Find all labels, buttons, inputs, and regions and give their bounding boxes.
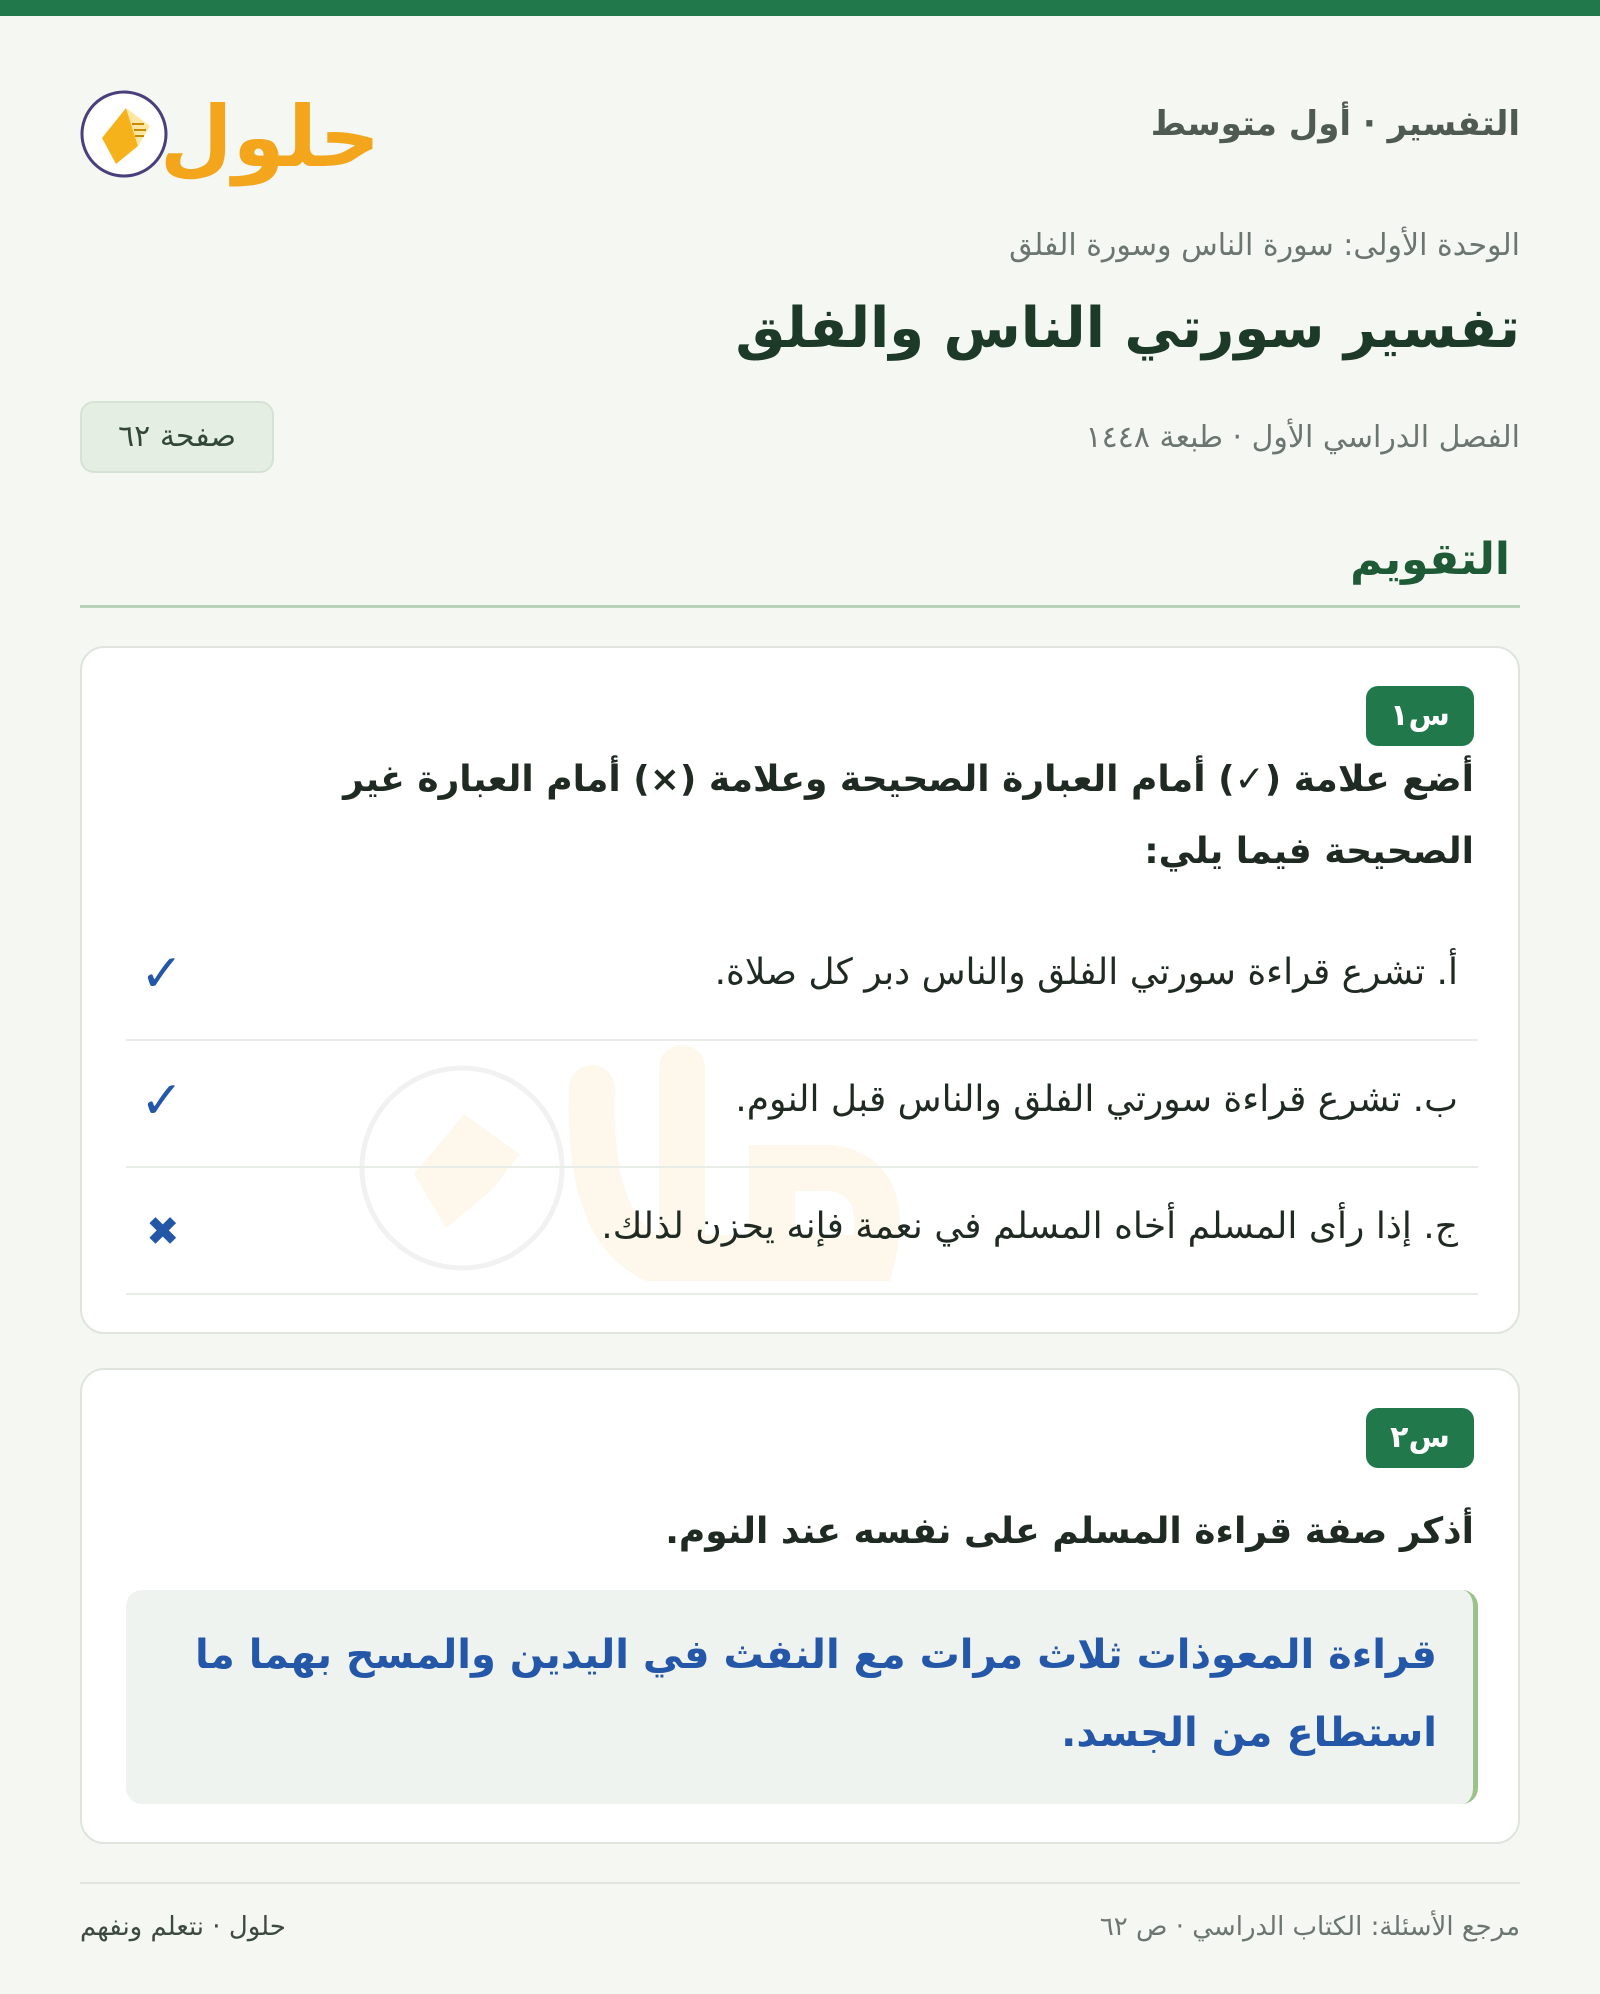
footer-reference: مرجع الأسئلة: الكتاب الدراسي · ص ٦٢ bbox=[1099, 1912, 1520, 1942]
question-number-badge: س١ bbox=[1366, 686, 1474, 746]
list-item bbox=[126, 914, 1478, 1041]
section-title: التقويم bbox=[1350, 534, 1510, 585]
logo-text: حلول bbox=[159, 88, 380, 186]
question-card-1 bbox=[80, 646, 1520, 1334]
check-icon: ✓ bbox=[140, 944, 184, 1004]
statement-text: أ. تشرع قراءة سورتي الفلق والناس دبر كل صلاة. bbox=[714, 952, 1458, 993]
page-header bbox=[80, 64, 1520, 184]
semester-edition: الفصل الدراسي الأول · طبعة ١٤٤٨ bbox=[1085, 420, 1520, 455]
question-number-badge: س٢ bbox=[1366, 1408, 1474, 1468]
cross-icon: ✖ bbox=[146, 1209, 180, 1255]
list-item bbox=[126, 1168, 1478, 1295]
top-accent-bar bbox=[0, 0, 1600, 16]
page-number-badge: صفحة ٦٢ bbox=[80, 401, 274, 473]
question-text: أضع علامة (✓) أمام العبارة الصحيحة وعلامة (×) أمام العبارة غير الصحيحة فيما يلي: bbox=[343, 759, 1474, 872]
question-card-2 bbox=[80, 1368, 1520, 1844]
answer-box bbox=[126, 1590, 1478, 1804]
unit-label: الوحدة الأولى: سورة الناس وسورة الفلق bbox=[1009, 228, 1520, 263]
section-divider bbox=[80, 605, 1520, 608]
footer-brand: حلول · نتعلم ونفهم bbox=[80, 1912, 286, 1942]
footer-divider bbox=[80, 1882, 1520, 1884]
question-text: أذكر صفة قراءة المسلم على نفسه عند النوم. bbox=[665, 1511, 1474, 1552]
logo[interactable] bbox=[80, 68, 380, 188]
statement-text: ج. إذا رأى المسلم أخاه المسلم في نعمة فإنه يحزن لذلك. bbox=[601, 1206, 1458, 1247]
subject-label: التفسير · أول متوسط bbox=[1150, 104, 1520, 144]
page-title: تفسير سورتي الناس والفلق bbox=[735, 296, 1520, 361]
check-icon: ✓ bbox=[140, 1071, 184, 1131]
answer-text: قراءة المعوذات ثلاث مرات مع النفث في اليدين والمسح بهما ما استطاع من الجسد. bbox=[195, 1632, 1437, 1756]
list-item bbox=[126, 1041, 1478, 1168]
statement-text: ب. تشرع قراءة سورتي الفلق والناس قبل النوم. bbox=[735, 1079, 1458, 1120]
